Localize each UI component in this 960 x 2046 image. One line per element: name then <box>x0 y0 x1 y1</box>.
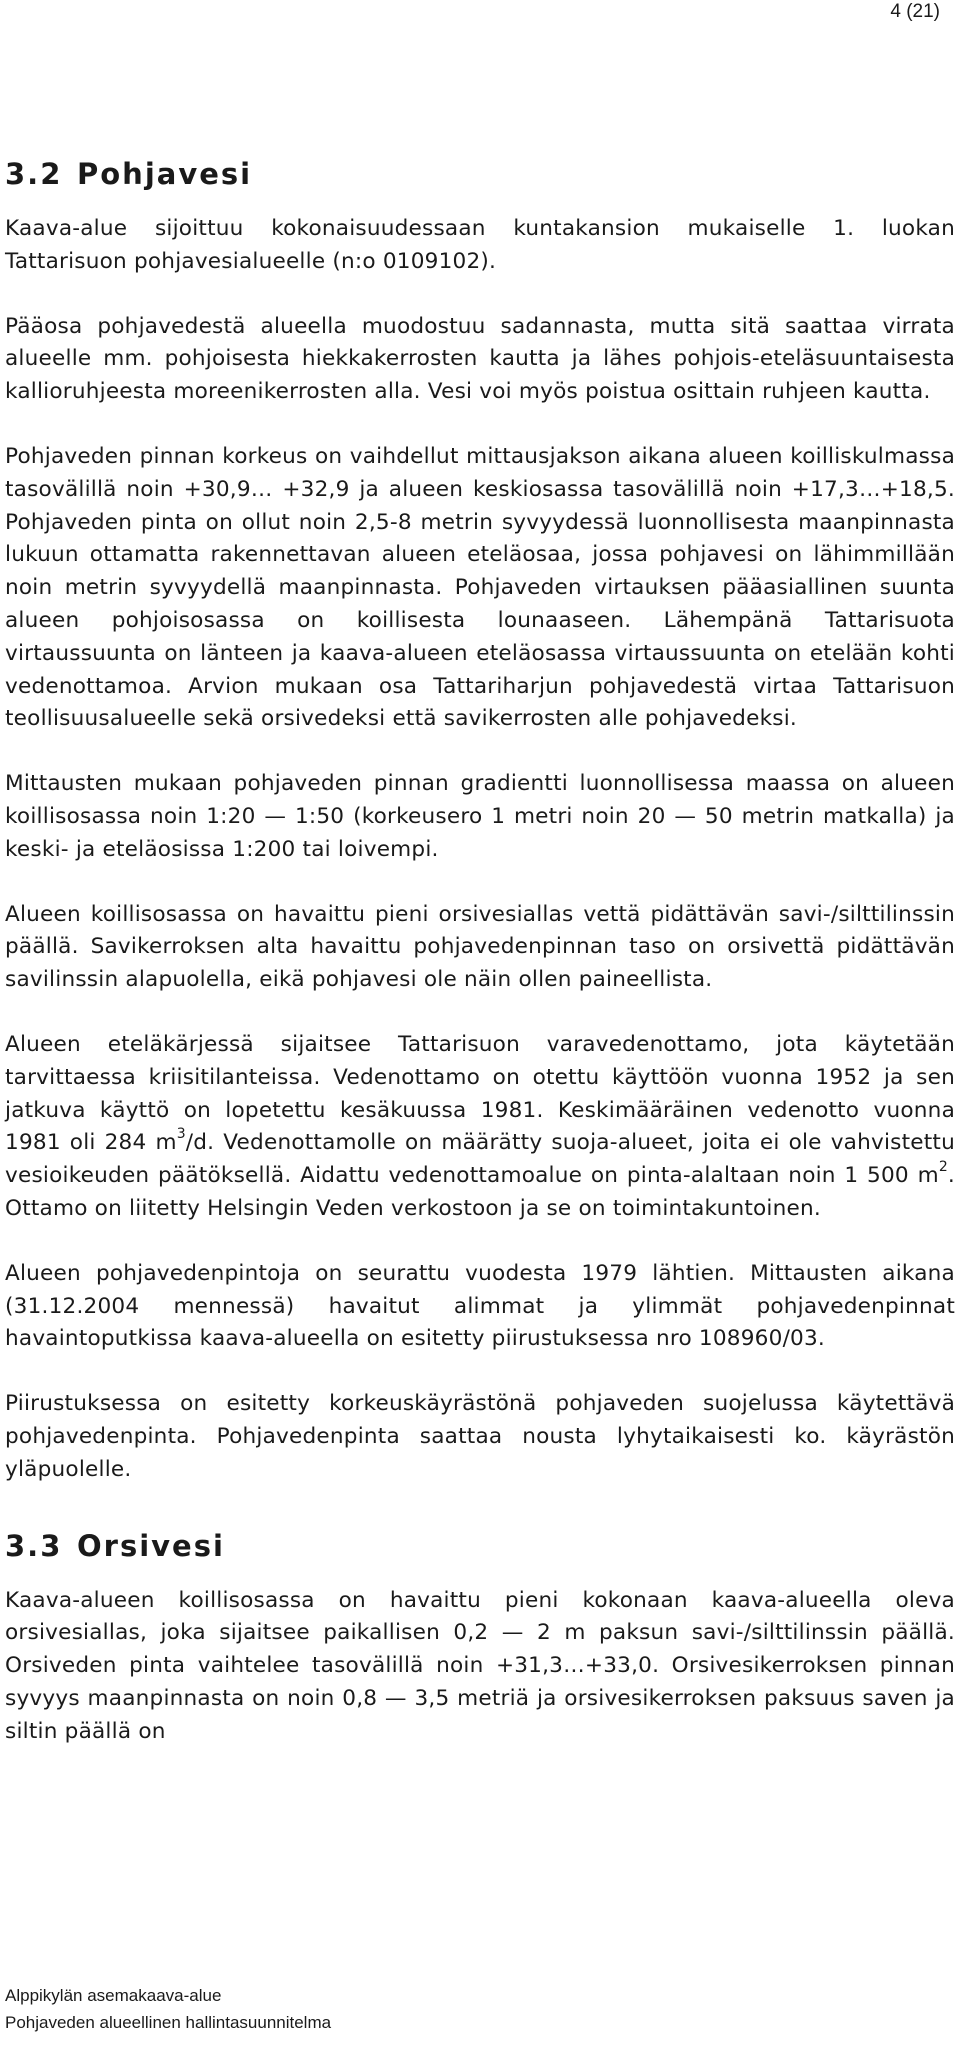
paragraph: Alueen pohjavedenpintoja on seurattu vuodesta 1979 lähtien. Mittausten aikana (31.12.2004 mennessä) havaitut alimmat ja ylimmät pohjavedenpinnat havaintoputkissa kaava-alueella on esitetty piirustuksessa nro 108960/03. <box>5 1260 955 1352</box>
text-run: /d. Vedenottamolle on määrätty suoja-alueet, joita ei ole vahvistettu vesioikeuden päätöksellä. Aidattu vedenottamoalue on pinta-alaltaan noin 1 500 m <box>5 1130 955 1189</box>
section-number: 3.2 <box>5 157 63 191</box>
section-number: 3.3 <box>5 1528 63 1563</box>
section-title: Orsivesi <box>77 1528 225 1563</box>
paragraph: Kaava-alue sijoittuu kokonaisuudessaan kuntakansion mukaiselle 1. luokan Tattarisuon pohjavesialueelle (n:o 0109102). <box>5 216 955 274</box>
paragraph-water-intake <box>5 1029 955 1226</box>
superscript: 3 <box>176 1126 186 1143</box>
section-heading-groundwater <box>5 155 955 193</box>
paragraph: Kaava-alueen koillisosassa on havaittu pieni kokonaan kaava-alueella oleva orsivesiallas, joka sijaitsee paikallisen 0,2 — 2 m paksun savi-/silttilinssin päällä. Orsiveden pinta vaihtelee tasovälillä noin +31,3…+33,0. Orsivesikerroksen pinnan syvyys maanpinnasta on noin 0,8 — 3,5 metriä ja orsivesikerroksen paksuus saven ja siltin päällä on <box>5 1587 955 1744</box>
section-title: Pohjavesi <box>77 157 253 191</box>
footer-line: Alppikylän asemakaava-alue <box>5 1986 222 2005</box>
paragraph: Pohjaveden pinnan korkeus on vaihdellut mittausjakson aikana alueen koilliskulmassa tasovälillä noin +30,9… +32,9 ja alueen keskiosassa tasovälillä noin +17,3…+18,5. Pohjaveden pinta on ollut noin 2,5-8 metrin syvyydessä luonnollisesta maanpinnasta lukuun ottamatta rakennettavan alueen eteläosaa, jossa pohjavesi on lähimmillään noin metrin syvyydellä maanpinnasta. Pohjaveden virtauksen pääasiallinen suunta alueen pohjoisosassa on koillisesta lounaaseen. Lähempänä Tattarisuota virtaussuunta on länteen ja kaava-alueen eteläosassa virtaussuunta on etelään kohti vedenottamoa. Arvion mukaan osa Tattariharjun pohjavedestä virtaa Tattarisuon teollisuusalueelle sekä orsivedeksi että savikerrosten alle pohjavedeksi. <box>5 443 955 732</box>
document-body <box>5 155 955 1748</box>
superscript: 2 <box>938 1158 948 1175</box>
paragraph: Mittausten mukaan pohjaveden pinnan gradientti luonnollisessa maassa on alueen koillisosassa noin 1:20 — 1:50 (korkeusero 1 metri noin 20 — 50 metrin matkalla) ja keski- ja eteläosissa 1:200 tai loivempi. <box>5 771 955 862</box>
text-run: Alueen eteläkärjessä sijaitsee Tattarisuon varavedenottamo, jota käytetään tarvittaessa kriisitilanteissa. Vedenottamo on otettu käyttöön vuonna 1952 ja sen jatkuva käyttö on lopetettu kesäkuussa 1981. Keskimääräinen vedenotto vuonna 1981 oli 284 m <box>5 1031 955 1156</box>
page-footer <box>5 1982 331 2036</box>
footer-line: Pohjaveden alueellinen hallintasuunnitelma <box>5 2013 332 2032</box>
paragraph: Pääosa pohjavedestä alueella muodostuu sadannasta, mutta sitä saattaa virrata alueelle mm. pohjoisesta hiekkakerrosten kautta ja lähes pohjois-eteläsuuntaisesta kallioruhjeesta moreenikerrosten alla. Vesi voi myös poistua osittain ruhjeen kautta. <box>5 313 955 405</box>
section-heading-perched-water <box>5 1527 955 1565</box>
page-number: 4 (21) <box>890 1 940 22</box>
text-run: . Ottamo on liitetty Helsingin Veden verkostoon ja se on toimintakuntoinen. <box>5 1163 955 1221</box>
paragraph: Piirustuksessa on esitetty korkeuskäyrästönä pohjaveden suojelussa käytettävä pohjavedenpinta. Pohjavedenpinta saattaa nousta lyhytaikaisesti ko. käyrästön yläpuolelle. <box>5 1391 955 1482</box>
paragraph: Alueen koillisosassa on havaittu pieni orsivesiallas vettä pidättävän savi-/silttilinssin päällä. Savikerroksen alta havaittu pohjavedenpinnan taso on orsivettä pidättävän savilinssin alapuolella, eikä pohjavesi ole näin ollen paineellista. <box>5 901 955 993</box>
